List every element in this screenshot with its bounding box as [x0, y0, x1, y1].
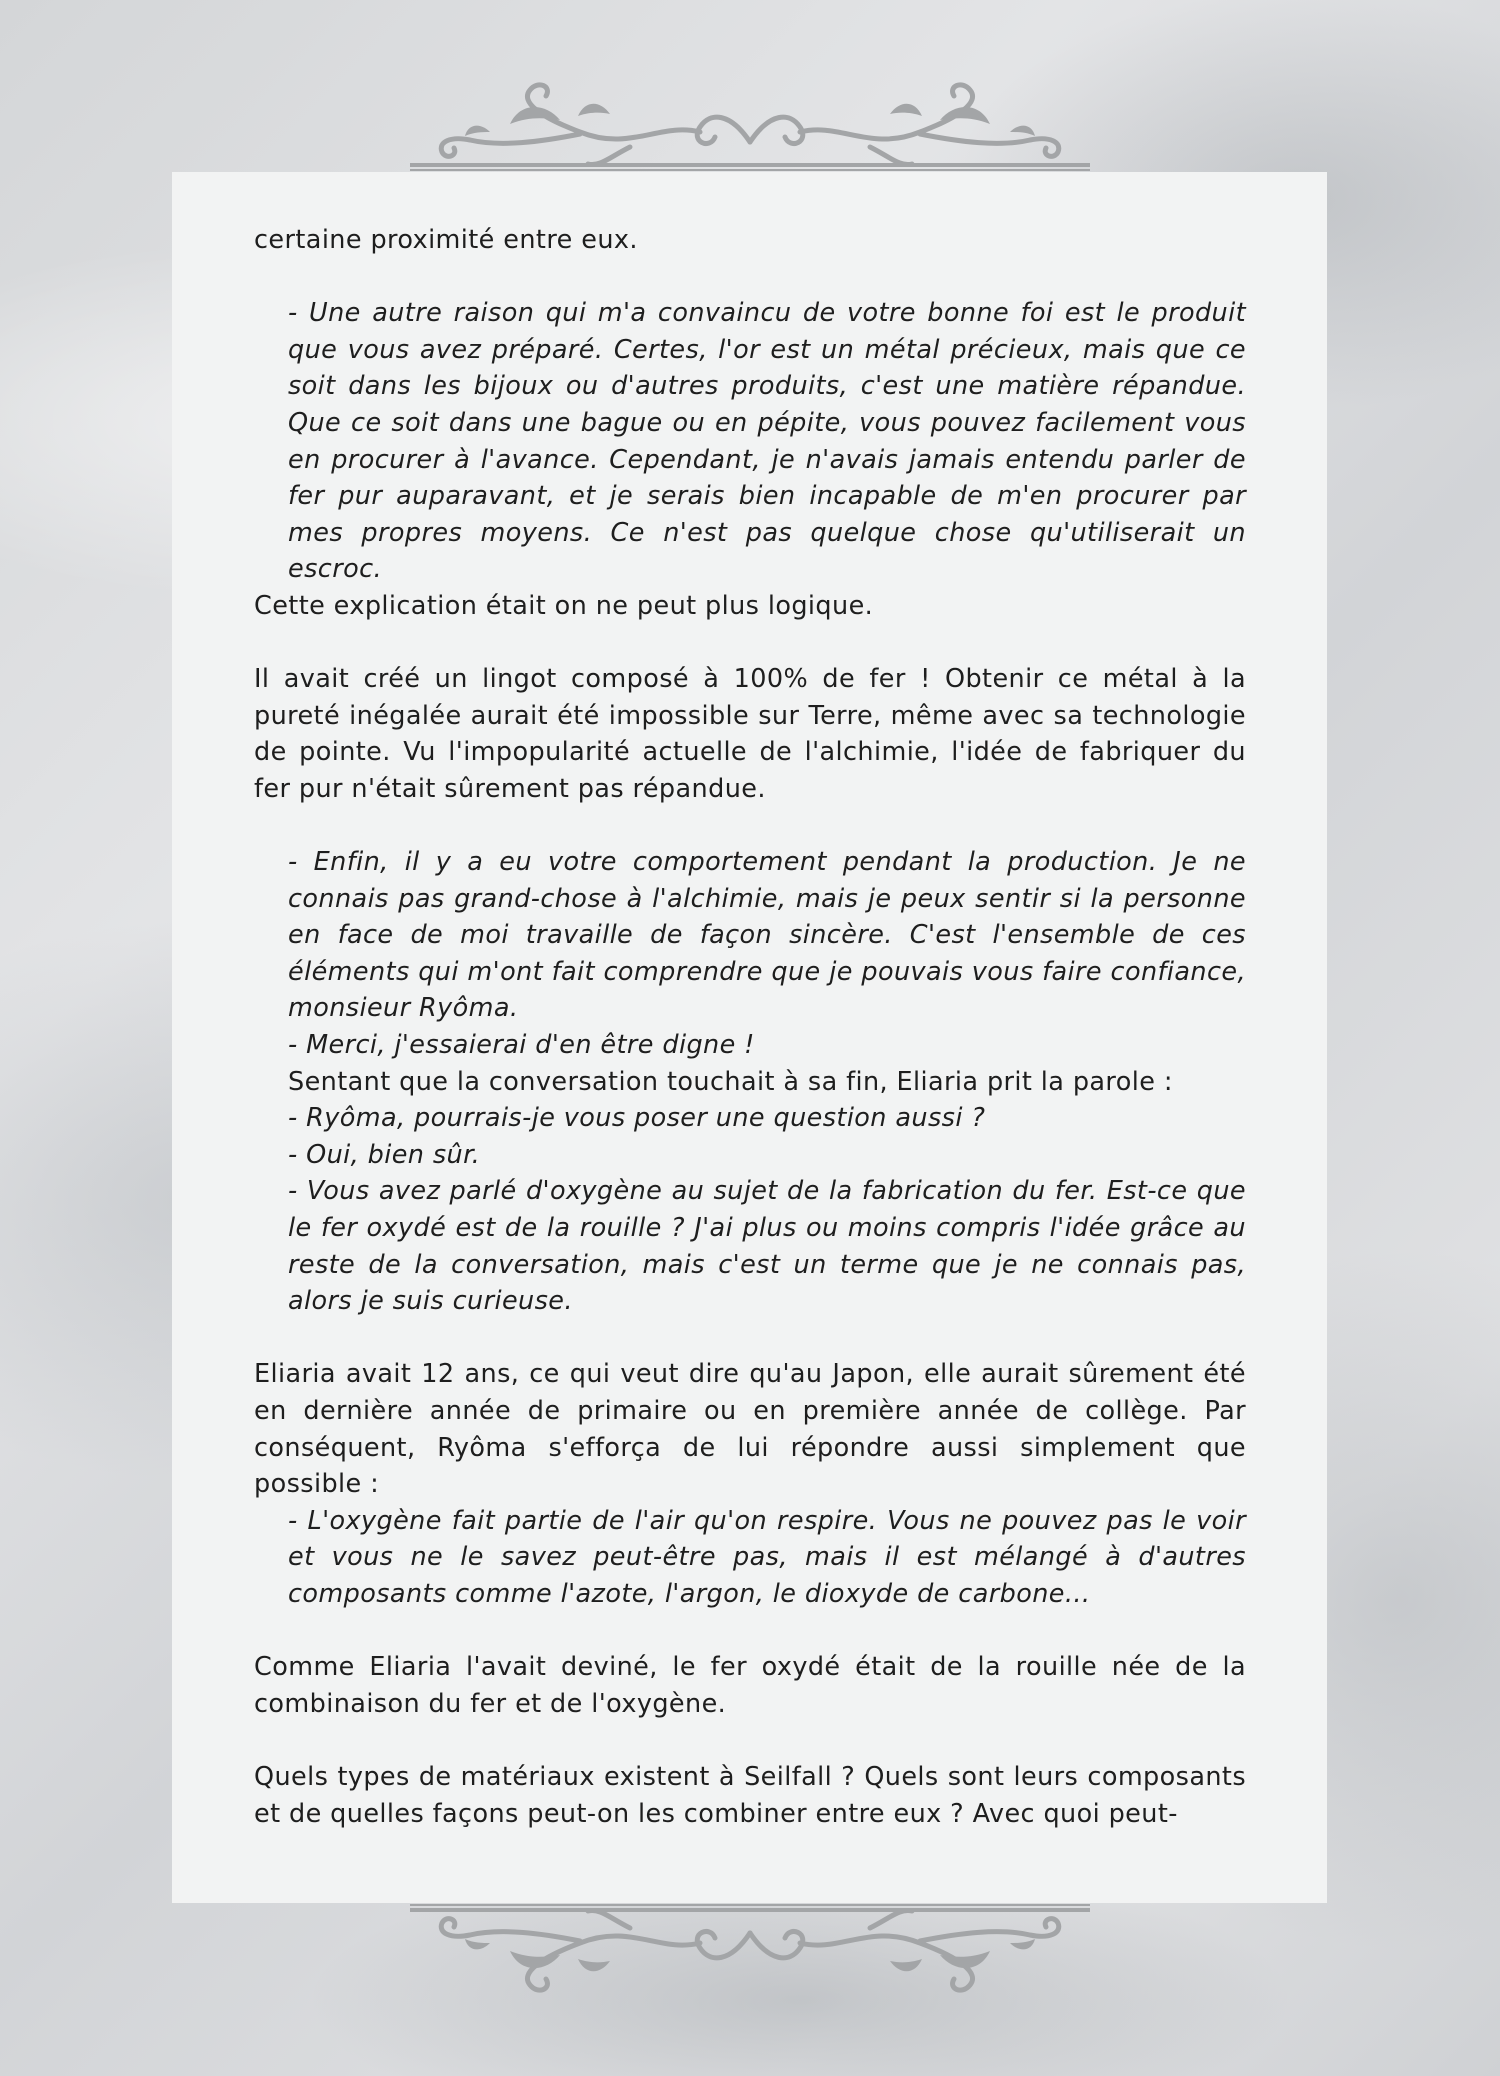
paragraph-narration: Il avait créé un lingot composé à 100% de fer ! Obtenir ce métal à la pureté inégalée aurait été impossible sur Terre, même avec sa technologie de pointe. Vu l'impopularité actuelle de l'alchimie, l'idée de fabriquer du fer pur n'était sûrement pas répandue.	[254, 664, 1246, 804]
page-panel	[172, 172, 1327, 1903]
paragraph-dialogue: - L'oxygène fait partie de l'air qu'on respire. Vous ne pouvez pas le voir et vous ne le savez peut-être pas, mais il est mélangé à d'autres composants comme l'azote, l'argon, le dioxyde de carbone...	[288, 1505, 1246, 1609]
paragraph-narration: Comme Eliaria l'avait deviné, le fer oxydé était de la rouille née de la combinaison du fer et de l'oxygène.	[254, 1652, 1246, 1719]
paragraph-narration: Quels types de matériaux existent à Seilfall ? Quels sont leurs composants et de quelles façons peut-on les combiner entre eux ? Avec quoi peut-	[254, 1761, 1246, 1829]
bottom-flourish-ornament-icon	[410, 1903, 1090, 2003]
top-flourish-ornament-icon	[410, 72, 1090, 172]
body-text	[254, 222, 1246, 1832]
paragraph-dialogue: - Oui, bien sûr.	[288, 1139, 481, 1170]
paragraph-narration: Eliaria avait 12 ans, ce qui veut dire qu'au Japon, elle aurait sûrement été en dernière année de primaire ou en première année de collège. Par conséquent, Ryôma s'efforça de lui répondre aussi simplement que possible :	[254, 1359, 1246, 1500]
paragraph-dialogue: - Vous avez parlé d'oxygène au sujet de la fabrication du fer. Est-ce que le fer oxydé est de la rouille ? J'ai plus ou moins compris l'idée grâce au reste de la conversation, mais c'est un terme que je ne connais pas, alors je suis curieuse.	[288, 1176, 1246, 1317]
paragraph-narration: certaine proximité entre eux.	[254, 225, 638, 255]
paragraph-dialogue: - Enfin, il y a eu votre comportement pendant la production. Je ne connais pas grand-chose à l'alchimie, mais je peux sentir si la personne en face de moi travaille de façon sincère. C'est l'ensemble de ces éléments qui m'ont fait comprendre que je pouvais vous faire confiance, monsieur Ryôma.	[288, 847, 1246, 1024]
paragraph-narration-indented: Sentant que la conversation touchait à sa fin, Eliaria prit la parole :	[288, 1066, 1173, 1097]
paragraph-dialogue: - Une autre raison qui m'a convaincu de votre bonne foi est le produit que vous avez préparé. Certes, l'or est un métal précieux, mais que ce soit dans les bijoux ou d'autres produits, c'est une matière répandue. Que ce soit dans une bague ou en pépite, vous pouvez facilement vous en procurer à l'avance. Cependant, je n'avais jamais entendu parler de fer pur auparavant, et je serais bien incapable de m'en procurer par mes propres moyens. Ce n'est pas quelque chose qu'utiliserait un escroc.	[288, 298, 1246, 585]
paragraph-narration: Cette explication était on ne peut plus logique.	[254, 590, 874, 621]
paragraph-dialogue: - Ryôma, pourrais-je vous poser une question aussi ?	[288, 1103, 986, 1134]
paragraph-dialogue: - Merci, j'essaierai d'en être digne !	[288, 1030, 755, 1061]
